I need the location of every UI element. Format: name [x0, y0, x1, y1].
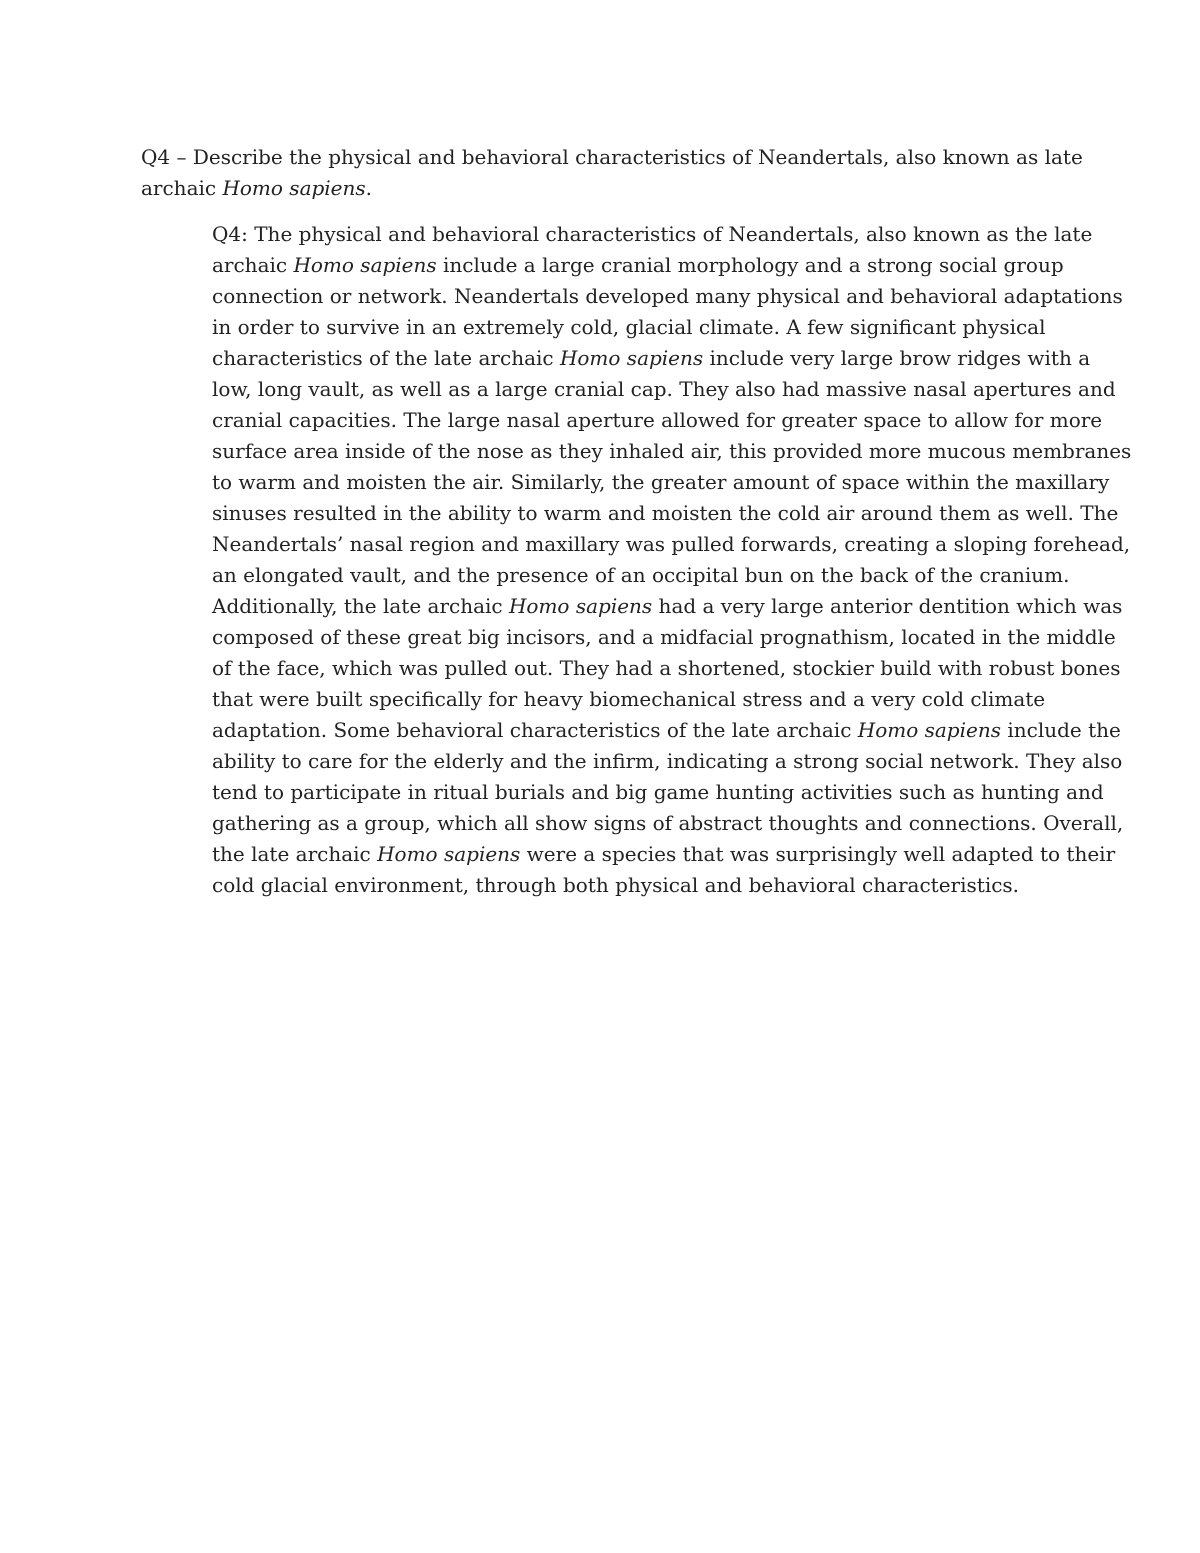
- answer-line: tend to participate in ritual burials and big game hunting activities such as hunting and: [212, 780, 1104, 804]
- answer-line: the late archaic Homo sapiens were a species that was surprisingly well adapted to their: [212, 842, 1116, 866]
- answer-line: that were built specifically for heavy biomechanical stress and a very cold climate: [212, 687, 1046, 711]
- answer-line: to warm and moisten the air. Similarly, the greater amount of space within the maxillary: [212, 470, 1110, 494]
- species-name: Homo sapiens: [857, 718, 1001, 742]
- answer-line: characteristics of the late archaic Homo sapiens include very large brow ridges with a: [212, 346, 1091, 370]
- answer-line: sinuses resulted in the ability to warm and moisten the cold air around them as well. The: [212, 501, 1119, 525]
- question-line: archaic Homo sapiens.: [141, 176, 373, 200]
- answer-line: cold glacial environment, through both physical and behavioral characteristics.: [212, 873, 1020, 897]
- answer-line: adaptation. Some behavioral characteristics of the late archaic Homo sapiens include the: [212, 718, 1121, 742]
- answer-line: in order to survive in an extremely cold, glacial climate. A few significant physical: [212, 315, 1046, 339]
- answer-line: gathering as a group, which all show signs of abstract thoughts and connections. Overall,: [212, 811, 1124, 835]
- species-name: Homo sapiens: [293, 253, 437, 277]
- answer-line: surface area inside of the nose as they inhaled air, this provided more mucous membranes: [212, 439, 1132, 463]
- answer-line: of the face, which was pulled out. They had a shortened, stockier build with robust bones: [212, 656, 1121, 680]
- species-name: Homo sapiens: [508, 594, 653, 618]
- answer-paragraph: [212, 219, 1132, 901]
- answer-line: an elongated vault, and the presence of an occipital bun on the back of the cranium.: [212, 563, 1070, 587]
- answer-line: ability to care for the elderly and the infirm, indicating a strong social network. They also: [212, 749, 1123, 773]
- answer-line: composed of these great big incisors, and a midfacial prognathism, located in the middle: [212, 625, 1116, 649]
- species-name: Homo sapiens: [559, 346, 704, 370]
- question-line: Q4 – Describe the physical and behavioral characteristics of Neandertals, also known as late: [141, 145, 1083, 169]
- species-name: Homo sapiens: [222, 176, 366, 200]
- species-name: Homo sapiens: [377, 842, 521, 866]
- answer-line: Additionally, the late archaic Homo sapiens had a very large anterior dentition which was: [212, 594, 1123, 618]
- question-paragraph: [141, 142, 1083, 204]
- answer-line: Neandertals’ nasal region and maxillary was pulled forwards, creating a sloping forehead,: [212, 532, 1131, 556]
- answer-line: connection or network. Neandertals developed many physical and behavioral adaptations: [212, 284, 1123, 308]
- answer-line: cranial capacities. The large nasal aperture allowed for greater space to allow for more: [212, 408, 1103, 432]
- answer-line: archaic Homo sapiens include a large cranial morphology and a strong social group: [212, 253, 1064, 277]
- answer-line: Q4: The physical and behavioral characteristics of Neandertals, also known as the late: [212, 222, 1093, 246]
- answer-line: low, long vault, as well as a large cranial cap. They also had massive nasal apertures and: [212, 377, 1116, 401]
